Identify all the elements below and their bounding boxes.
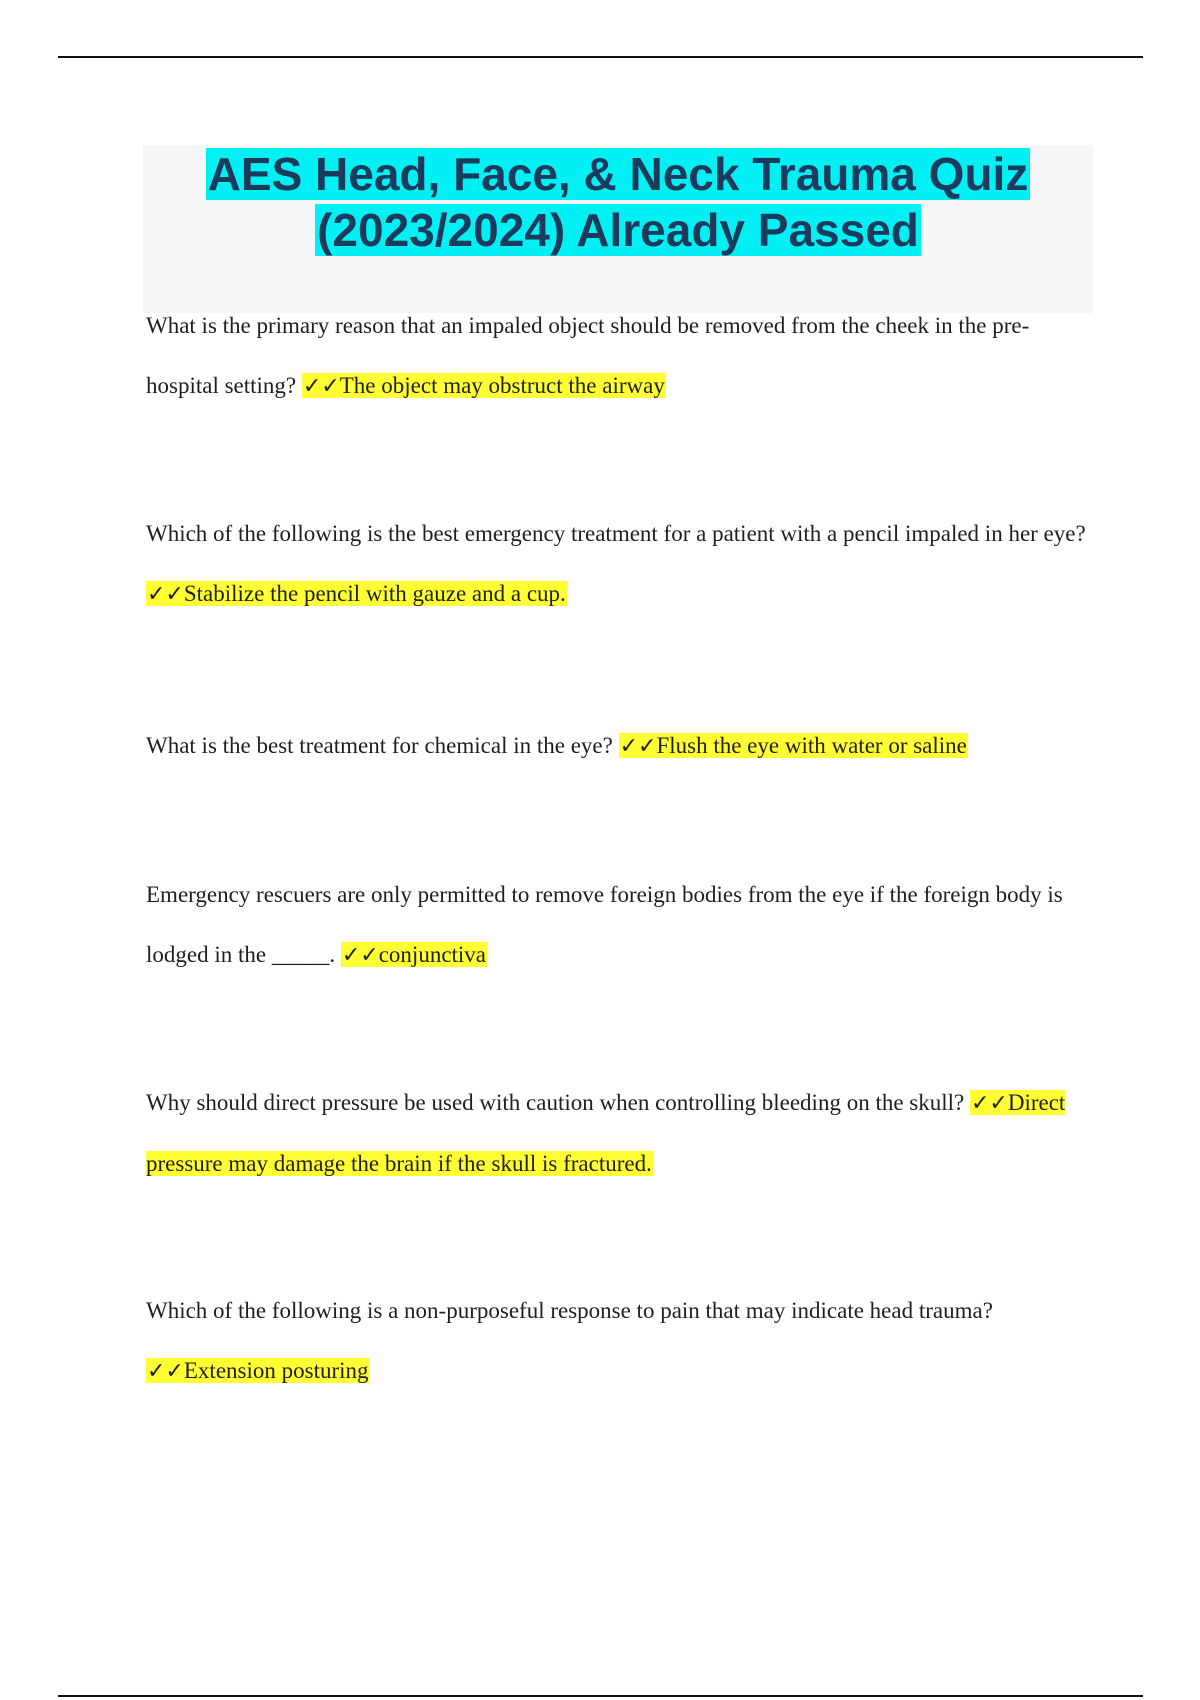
- qa-item-4: [146, 865, 1096, 986]
- answer-text: The object may obstruct the airway: [339, 373, 665, 398]
- title-text-2: (2023/2024) Already Passed: [317, 204, 919, 256]
- answer-highlight: [341, 942, 487, 967]
- title-line-1: [143, 146, 1093, 202]
- qa-item-6: [146, 1281, 1096, 1402]
- check-mark-icon: ✓✓: [970, 1091, 1008, 1116]
- answer-highlight: [146, 1358, 370, 1383]
- question-text: Why should direct pressure be used with caution when controlling bleeding on the skull?: [146, 1090, 965, 1115]
- check-mark-icon: ✓✓: [341, 943, 379, 968]
- check-mark-icon: ✓✓: [302, 374, 340, 399]
- title-line-2: [143, 202, 1093, 258]
- bottom-rule: [58, 1695, 1143, 1697]
- answer-text: Stabilize the pencil with gauze and a cup.: [183, 581, 566, 606]
- answer-highlight: [619, 733, 968, 758]
- answer-highlight: [302, 373, 666, 398]
- qa-item-2: [146, 504, 1096, 625]
- check-mark-icon: ✓✓: [147, 1359, 184, 1384]
- title-text-1: AES Head, Face, & Neck Trauma Quiz: [207, 148, 1029, 200]
- question-text: Which of the following is a non-purposeful response to pain that may indicate head trauma?: [146, 1298, 993, 1323]
- question-text: Emergency rescuers are only permitted to remove foreign bodies from the eye if the foreign body is lodged in the _____.: [146, 882, 1063, 967]
- check-mark-icon: ✓✓: [619, 734, 657, 759]
- answer-text: Flush the eye with water or saline: [656, 733, 967, 758]
- qa-item-5: [146, 1073, 1096, 1194]
- top-rule: [58, 56, 1143, 58]
- question-text: Which of the following is the best emergency treatment for a patient with a pencil impaled in her eye?: [146, 521, 1086, 546]
- answer-highlight: [146, 581, 567, 606]
- qa-item-3: [146, 716, 1096, 777]
- question-text: What is the best treatment for chemical in the eye?: [146, 733, 613, 758]
- answer-text: conjunctiva: [378, 942, 487, 967]
- question-text: What is the primary reason that an impaled object should be removed from the cheek in the pre-hospital setting?: [146, 313, 1030, 398]
- qa-item-1: [146, 296, 1096, 417]
- answer-text: Direct pressure may damage the brain if the skull is fractured.: [146, 1090, 1066, 1176]
- check-mark-icon: ✓✓: [147, 582, 184, 607]
- title-block: [143, 145, 1093, 313]
- answer-text: Extension posturing: [183, 1358, 369, 1383]
